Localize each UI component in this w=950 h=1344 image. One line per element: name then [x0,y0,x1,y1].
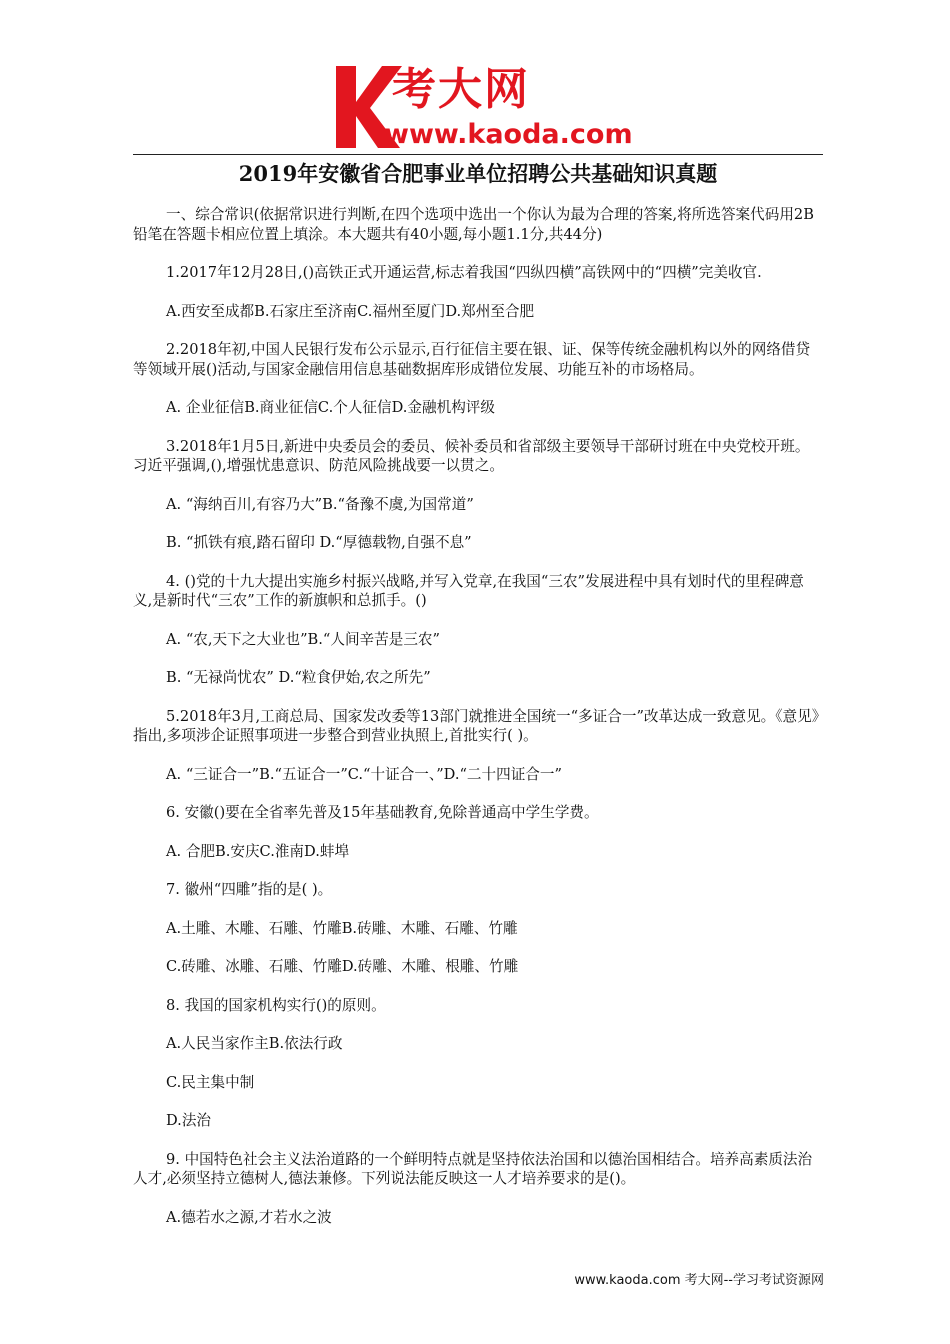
logo-chinese-name: 考大网 [392,64,530,115]
logo-url: www.kaoda.com [384,119,633,150]
question-stem: 3.2018年1月5日,新进中央委员会的委员、候补委员和省部级主要领导干部研讨班在中央党校开班。习近平强调,(),增强忧患意识、防范风险挑战要一以贯之。 [133,437,810,474]
spacer [133,244,823,263]
spacer [133,321,823,340]
answer-option: A.西安至成都B.石家庄至济南C.福州至厦门D.郑州至合肥 [166,302,535,320]
document-body [133,205,823,1227]
spacer [133,649,823,668]
question-stem: 9. 中国特色社会主义法治道路的一个鲜明特点就是坚持依法治国和以德治国相结合。培养高素质法治人才,必须坚持立德树人,德法兼修。下列说法能反映这一人才培养要求的是()。 [133,1150,813,1187]
spacer [133,784,823,803]
spacer [133,379,823,398]
answer-option: A.德若水之源,才若水之波 [166,1208,332,1226]
answer-option: B. “无禄尚忧农” D.“粒食伊始,农之所先” [166,669,431,686]
answer-option: A.土雕、木雕、石雕、竹雕B.砖雕、木雕、石雕、竹雕 [166,919,518,937]
footer-text: www.kaoda.com 考大网--学习考试资源网 [574,1273,824,1288]
question-stem: 2.2018年初,中国人民银行发布公示显示,百行征信主要在银、证、保等传统金融机构以外的网络借贷等领域开展()活动,与国家金融信用信息基础数据库形成错位发展、功能互补的市场格局。 [133,341,811,378]
spacer [133,283,823,302]
answer-option: A.人民当家作主B.依法行政 [166,1035,343,1052]
site-logo [330,62,650,152]
spacer [133,977,823,996]
spacer [133,418,823,437]
spacer [133,746,823,765]
question-stem: 5.2018年3月,工商总局、国家发改委等13部门就推进全国统一“多证合一”改革达成一致意见。《意见》指出,多项涉企证照事项进一步整合到营业执照上,首批实行( )。 [133,707,820,744]
spacer [133,823,823,842]
answer-option: C.砖雕、冰雕、石雕、竹雕D.砖雕、木雕、根雕、竹雕 [166,958,519,975]
answer-option: A. 企业征信B.商业征信C.个人征信D.金融机构评级 [166,399,495,416]
spacer [133,611,823,630]
spacer [133,514,823,533]
page-title: 2019年安徽省合肥事业单位招聘公共基础知识真题 [238,161,718,186]
answer-option: B. “抓铁有痕,踏石留印 D.“厚德载物,自强不息” [166,534,472,551]
spacer [133,861,823,880]
section-intro: 一、综合常识(依据常识进行判断,在四个选项中选出一个你认为最为合理的答案,将所选答案代码用2B铅笔在答题卡相应位置上填涂。本大题共有40小题,每小题1.1分,共44分) [133,206,814,243]
question-stem: 7. 徽州“四雕”指的是( )。 [166,881,333,898]
answer-option: A. 合肥B.安庆C.淮南D.蚌埠 [166,842,350,860]
spacer [133,1189,823,1208]
header-divider [133,154,823,155]
spacer [133,1054,823,1073]
answer-option: C.民主集中制 [166,1073,255,1091]
question-list [133,244,823,1227]
answer-option: A. “农,天下之大业也”B.“人间辛苦是三农” [166,630,440,648]
answer-option: A. “海纳百川,有容乃大”B.“备豫不虞,为国常道” [166,495,474,513]
question-stem: 1.2017年12月28日,()高铁正式开通运营,标志着我国“四纵四横”高铁网中的“四横”完美收官. [166,264,762,281]
spacer [133,1092,823,1111]
question-stem: 8. 我国的国家机构实行()的原则。 [166,996,386,1014]
spacer [133,553,823,572]
question-stem: 6. 安徽()要在全省率先普及15年基础教育,免除普通高中学生学费。 [166,804,599,821]
spacer [133,688,823,707]
question-stem: 4. ()党的十九大提出实施乡村振兴战略,并写入党章,在我国“三农”发展进程中具有划时代的里程碑意义,是新时代“三农”工作的新旗帜和总抓手。() [133,572,804,609]
answer-option: D.法治 [166,1112,212,1129]
answer-option: A. “三证合一”B.“五证合一”C.“十证合一、”D.“二十四证合一” [166,765,562,783]
spacer [133,900,823,919]
spacer [133,938,823,957]
spacer [133,1131,823,1150]
spacer [133,476,823,495]
spacer [133,1015,823,1034]
